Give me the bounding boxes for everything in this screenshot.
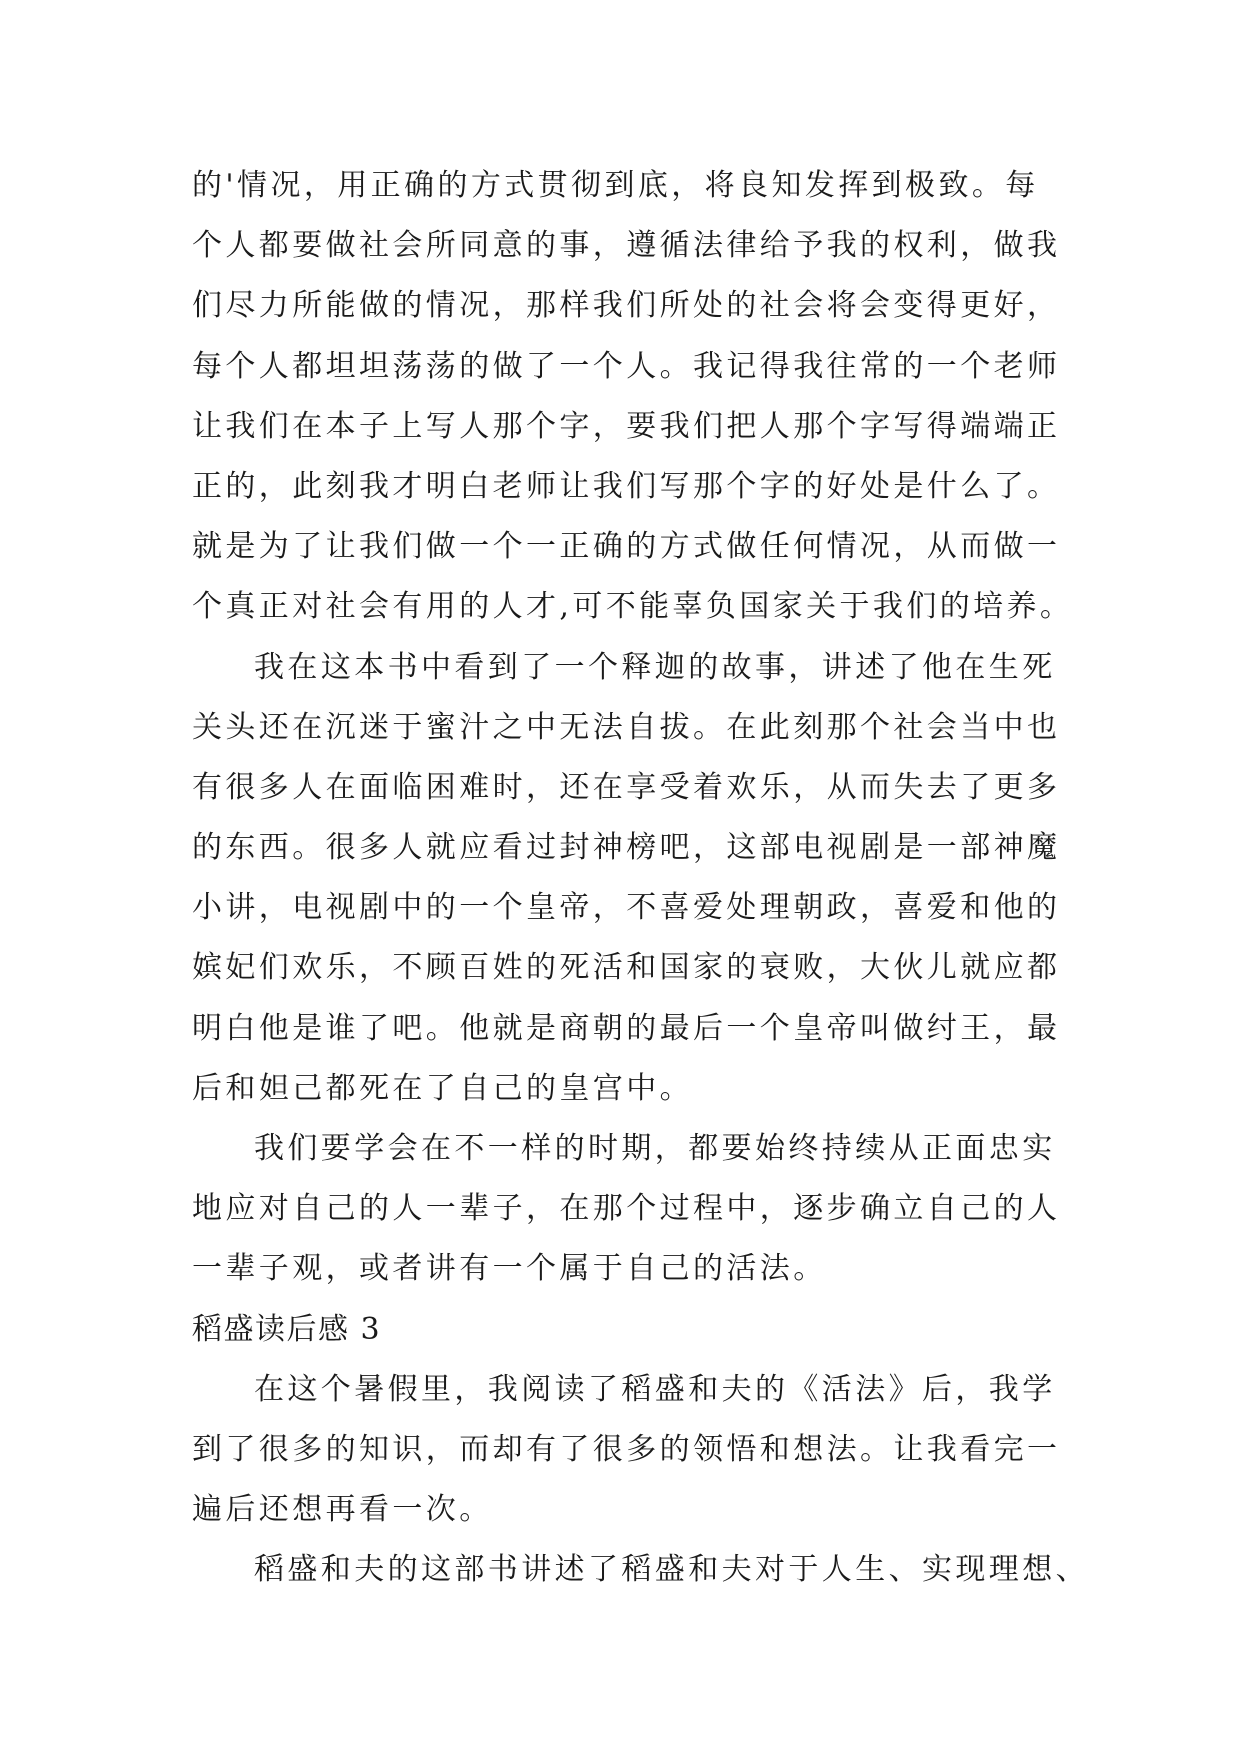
text-line: 我在这本书中看到了一个释迦的故事，讲述了他在生死	[254, 649, 1056, 685]
text-line: 在这个暑假里，我阅读了稻盛和夫的《活法》后，我学	[254, 1371, 1056, 1407]
text-line: 小讲，电视剧中的一个皇帝，不喜爱处理朝政，喜爱和他的	[192, 890, 1061, 926]
text-line: 稻盛和夫的这部书讲述了稻盛和夫对于人生、实现理想、	[254, 1552, 1089, 1588]
text-line: 嫔妃们欢乐，不顾百姓的死活和国家的衰败，大伙儿就应都	[192, 950, 1061, 986]
text-line: 有很多人在面临困难时，还在享受着欢乐，从而失去了更多	[192, 769, 1061, 805]
text-line: 关头还在沉迷于蜜汁之中无法自拔。在此刻那个社会当中也	[192, 709, 1061, 745]
text-line: 个真正对社会有用的人才,可不能辜负国家关于我们的培养。	[192, 589, 1074, 625]
text-line: 们尽力所能做的情况，那样我们所处的社会将会变得更好，	[192, 288, 1061, 324]
text-line: 我们要学会在不一样的时期，都要始终持续从正面忠实	[254, 1131, 1056, 1166]
text-line: 遍后还想再看一次。	[192, 1492, 493, 1528]
text-line: 的'情况，用正确的方式贯彻到底，将良知发挥到极致。每	[192, 168, 1039, 203]
document-body	[192, 156, 1089, 1601]
text-line: 后和妲己都死在了自己的皇宫中。	[192, 1070, 693, 1106]
text-line: 地应对自己的人一辈子，在那个过程中，逐步确立自己的人	[192, 1191, 1061, 1227]
section-heading: 稻盛读后感 3	[192, 1311, 382, 1347]
text-line: 就是为了让我们做一个一正确的方式做任何情况，从而做一	[192, 529, 1061, 565]
text-line: 让我们在本子上写人那个字，要我们把人那个字写得端端正	[192, 408, 1061, 444]
text-line: 正的，此刻我才明白老师让我们写那个字的好处是什么了。	[192, 468, 1061, 504]
text-line: 的东西。很多人就应看过封神榜吧，这部电视剧是一部神魔	[192, 830, 1061, 866]
text-line: 一辈子观，或者讲有一个属于自己的活法。	[192, 1251, 827, 1287]
text-line: 到了很多的知识，而却有了很多的领悟和想法。让我看完一	[192, 1431, 1061, 1467]
text-line: 每个人都坦坦荡荡的做了一个人。我记得我往常的一个老师	[192, 348, 1061, 384]
text-line: 明白他是谁了吧。他就是商朝的最后一个皇帝叫做纣王，最	[192, 1010, 1061, 1046]
text-line: 个人都要做社会所同意的事，遵循法律给予我的权利，做我	[192, 228, 1061, 264]
